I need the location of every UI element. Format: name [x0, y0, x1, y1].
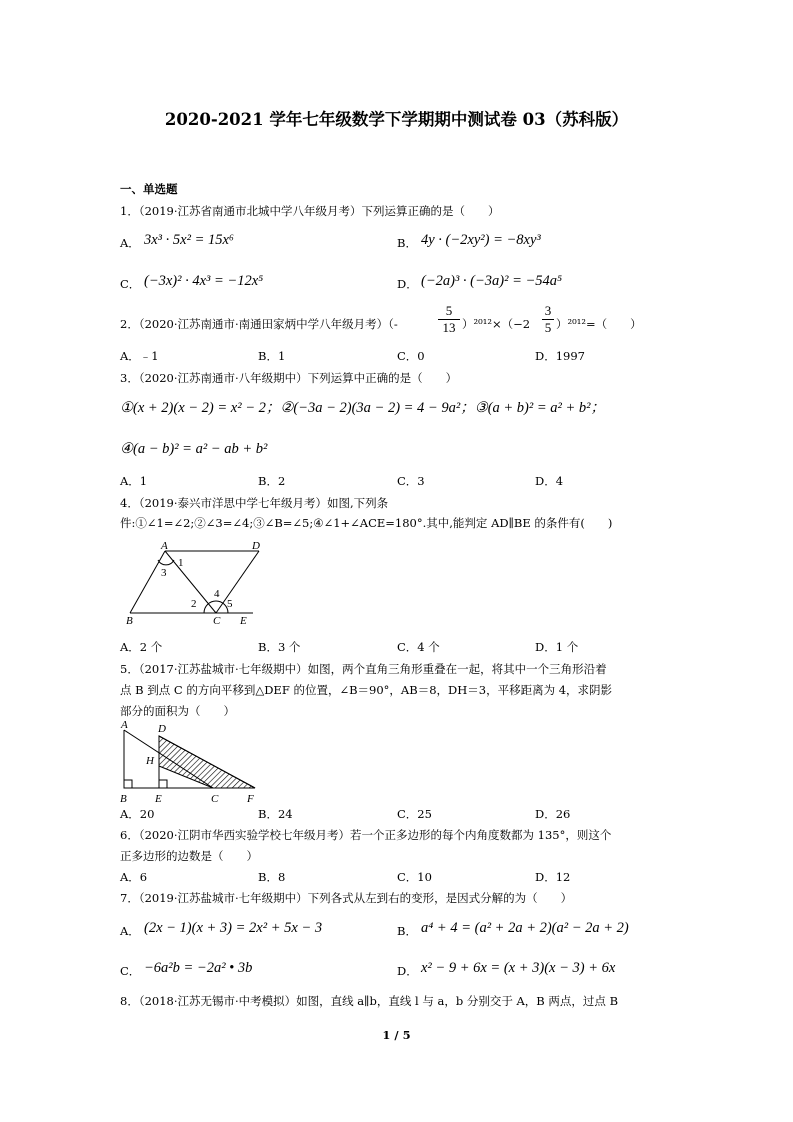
q2-fraction-1-num: 5: [445, 303, 453, 318]
q4-line-ab: [130, 551, 165, 613]
q2-fraction-1-den: 13: [438, 319, 460, 336]
q3-line-2: ④(a − b)² = a² − ab + b²: [120, 441, 268, 457]
q4-label-e: E: [240, 615, 247, 627]
q4-label-3: 3: [161, 567, 167, 579]
q4-line-dc: [216, 551, 259, 613]
q5-right-angle-b: [124, 780, 132, 788]
q2-fraction-2-den: 5: [542, 319, 554, 336]
page-title: 2020-2021 学年七年级数学下学期期中测试卷 03（苏科版）: [164, 110, 629, 129]
q6-stem-2: 正多边形的边数是（ ）: [120, 849, 258, 863]
q8-stem: 8．（2018·江苏无锡市·中考模拟）如图，直线 a∥b，直线 l 与 a，b 分别交于 A，B 两点，过点 B: [120, 994, 619, 1008]
q3-stem: 3．（2020·江苏南通市·八年级期中）下列运算中正确的是（ ）: [120, 371, 458, 385]
q1-option-c-label: C．: [120, 277, 141, 291]
q7-option-b-label: B．: [397, 924, 417, 938]
q2-stem-middle: ）²⁰¹²×（−2: [462, 317, 531, 331]
q1-option-b: 4y · (−2xy²) = −8xy³: [421, 232, 541, 248]
q5-label-h: H: [146, 755, 154, 767]
q4-label-4: 4: [214, 588, 220, 600]
q6-stem: 6．（2020·江阴市华西实验学校七年级月考）若一个正多边形的每个内角度数都为 135°，则这个: [120, 828, 612, 842]
q5-stem-3: 部分的面积为（ ）: [120, 704, 235, 718]
q5-right-angle-e: [159, 780, 167, 788]
q3-option-a: A．1: [120, 474, 148, 488]
q2-option-d: D．1997: [535, 349, 585, 363]
q1-option-a-label: A．: [120, 236, 140, 250]
q5-option-b: B．24: [258, 807, 293, 821]
q2-fraction-1: [438, 303, 460, 336]
q4-option-d: D．1 个: [535, 640, 579, 654]
q2-option-c: C．0: [397, 349, 425, 363]
q4-label-b: B: [126, 615, 133, 627]
q5-label-b: B: [120, 793, 127, 805]
q7-option-b: a⁴ + 4 = (a² + 2a + 2)(a² − 2a + 2): [421, 920, 629, 936]
q7-option-c: −6a²b = −2a² • 3b: [144, 960, 253, 976]
page-number: 1 / 5: [382, 1028, 411, 1042]
q2-stem: 2．（2020·江苏南通市·南通田家炳中学八年级月考）（-: [120, 317, 398, 331]
q2-fraction-2: [542, 303, 554, 336]
q7-option-a-label: A．: [120, 924, 140, 938]
q5-label-a: A: [121, 719, 128, 731]
q7-option-d-label: D．: [397, 964, 418, 978]
q6-option-a: A．6: [120, 870, 148, 884]
q4-label-1: 1: [178, 557, 184, 569]
q2-option-b: B．1: [258, 349, 286, 363]
q1-option-a: 3x³ · 5x² = 15x⁶: [144, 232, 234, 248]
q7-option-a: (2x − 1)(x + 3) = 2x² + 5x − 3: [144, 920, 323, 936]
q5-option-d: D．26: [535, 807, 571, 821]
q4-angle-arc-a: [158, 560, 174, 565]
q5-label-e: E: [155, 793, 162, 805]
q1-option-c: (−3x)² · 4x³ = −12x⁵: [144, 273, 264, 289]
q4-option-b: B．3 个: [258, 640, 301, 654]
q4-option-a: A．2 个: [120, 640, 163, 654]
q2-option-a: A．﹣1: [120, 349, 159, 363]
q5-stem: 5．（2017·江苏盐城市·七年级期中）如图，两个直角三角形重叠在一起，将其中一个三角形沿着: [120, 662, 607, 676]
q7-option-d: x² − 9 + 6x = (x + 3)(x − 3) + 6x: [421, 960, 616, 976]
q5-label-c: C: [211, 793, 219, 805]
q5-label-f: F: [247, 793, 254, 805]
q4-label-d: D: [252, 540, 260, 552]
q7-stem: 7．（2019·江苏盐城市·七年级期中）下列各式从左到右的变形，是因式分解的为（ ）: [120, 891, 573, 905]
q4-stem: 4．（2019·泰兴市洋思中学七年级月考）如图,下列条: [120, 496, 389, 510]
q6-option-b: B．8: [258, 870, 286, 884]
q1-option-d: (−2a)³ · (−3a)² = −54a⁵: [421, 273, 563, 289]
section-heading: 一、单选题: [120, 182, 178, 196]
q5-option-a: A．20: [120, 807, 155, 821]
q4-figure: [120, 540, 270, 630]
q3-option-d: D．4: [535, 474, 564, 488]
q3-option-b: B．2: [258, 474, 286, 488]
q1-stem: 1．（2019·江苏省南通市北城中学八年级月考）下列运算正确的是（ ）: [120, 204, 500, 218]
q4-label-2: 2: [191, 598, 197, 610]
q3-option-c: C．3: [397, 474, 425, 488]
q4-stem-2: 件:①∠1=∠2;②∠3=∠4;③∠B=∠5;④∠1+∠ACE=180°.其中,能判定 AD∥BE 的条件有( ): [120, 516, 613, 530]
q5-figure: [115, 718, 265, 810]
q6-option-c: C．10: [397, 870, 432, 884]
q3-line-1: ①(x + 2)(x − 2) = x² − 2；②(−3a − 2)(3a − 2) = 4 − 9a²；③(a + b)² = a² + b²；: [120, 400, 605, 416]
q1-option-b-label: B．: [397, 236, 417, 250]
q4-option-c: C．4 个: [397, 640, 440, 654]
q4-label-a: A: [161, 540, 168, 552]
q5-stem-2: 点 B 到点 C 的方向平移到△DEF 的位置，∠B＝90°，AB＝8，DH＝3，平移距离为 4，求阴影: [120, 683, 613, 697]
q5-option-c: C．25: [397, 807, 432, 821]
q6-option-d: D．12: [535, 870, 571, 884]
q7-option-c-label: C．: [120, 964, 141, 978]
q5-label-d: D: [158, 723, 166, 735]
q4-label-5: 5: [227, 598, 233, 610]
q1-option-d-label: D．: [397, 277, 418, 291]
q2-stem-end: ）²⁰¹²=（ ）: [556, 317, 642, 331]
q4-label-c: C: [213, 615, 221, 627]
q2-fraction-2-num: 3: [544, 303, 552, 318]
